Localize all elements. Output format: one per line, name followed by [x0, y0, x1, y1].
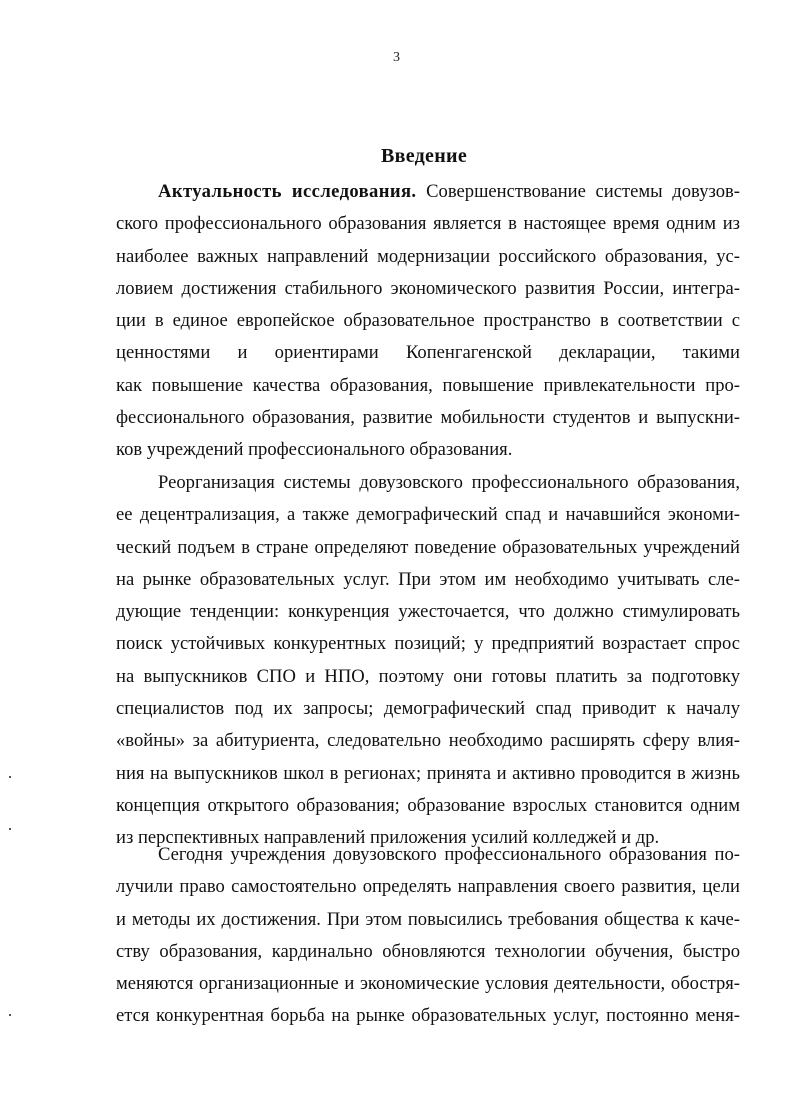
scan-speck	[9, 776, 11, 778]
paragraph-line: ловием достижения стабильного экономического развития России, интегра-	[116, 277, 740, 299]
paragraph-line: ции в единое европейское образовательное пространство в соответствии с	[116, 310, 740, 332]
paragraph-line: на рынке образовательных услуг. При этом им необходимо учитывать сле-	[116, 568, 740, 590]
paragraph-line: фессионального образования, развитие мобильности студентов и выпускни-	[116, 407, 740, 429]
scan-speck	[9, 1014, 11, 1016]
paragraph-line: ческий подъем в стране определяют поведение образовательных учреждений	[116, 536, 740, 558]
paragraph-line: меняются организационные и экономические условия деятельности, обостря-	[116, 973, 740, 995]
paragraph-line: Реорганизация системы довузовского профессионального образования,	[158, 472, 740, 493]
paragraph-line	[116, 176, 740, 208]
paragraph-line: ценностями и ориентирами Копенгагенской декларации, такими	[116, 342, 740, 364]
paragraph-line: и методы их достижения. При этом повысились требования общества к каче-	[116, 908, 740, 930]
paragraph-line: на выпускников СПО и НПО, поэтому они готовы платить за подготовку	[116, 665, 740, 687]
paragraph-line: «войны» за абитуриента, следовательно необходимо расширять сферу влия-	[116, 730, 740, 752]
paragraph-line: ее децентрализация, а также демографический спад и начавшийся экономи-	[116, 504, 740, 526]
paragraph-line: ется конкурентная борьба на рынке образовательных услуг, постоянно меня-	[116, 1005, 740, 1027]
paragraph-line: ния на выпускников школ в регионах; принята и активно проводится в жизнь	[116, 762, 740, 784]
paragraph-today	[116, 839, 740, 1033]
paragraph-relevance	[116, 176, 740, 467]
paragraph-line: поиск устойчивых конкурентных позиций; у предприятий возрастает спрос	[116, 633, 740, 655]
paragraph-reorganization	[116, 467, 740, 855]
paragraph-line: из перспективных направлений приложения усилий колледжей и др.	[116, 827, 660, 849]
paragraph-line: ков учреждений профессионального образования.	[116, 439, 513, 461]
paragraph-line: наиболее важных направлений модернизации российского образования, ус-	[116, 245, 740, 267]
paragraph-line: ству образования, кардинально обновляются технологии обучения, быстро	[116, 940, 740, 962]
scan-speck	[9, 828, 11, 830]
paragraph-line: концепция открытого образования; образование взрослых становится одним	[116, 794, 740, 816]
paragraph-line: ского профессионального образования является в настоящее время одним из	[116, 213, 740, 235]
paragraph-line: Сегодня учреждения довузовского профессионального образования по-	[158, 844, 740, 865]
paragraph-line-text: Совершенствование системы довузов-	[416, 181, 740, 202]
page-number: 3	[393, 50, 400, 65]
paragraph-line: специалистов под их запросы; демографический спад приводит к началу	[116, 698, 740, 720]
page-title: Введение	[380, 145, 468, 167]
paragraph-lead: Актуальность исследования.	[158, 181, 417, 202]
paragraph-line: как повышение качества образования, повышение привлекательности про-	[116, 374, 740, 396]
paragraph-line: дующие тенденции: конкуренция ужесточается, что должно стимулировать	[116, 601, 740, 623]
paragraph-line: лучили право самостоятельно определять направления своего развития, цели	[116, 876, 740, 898]
